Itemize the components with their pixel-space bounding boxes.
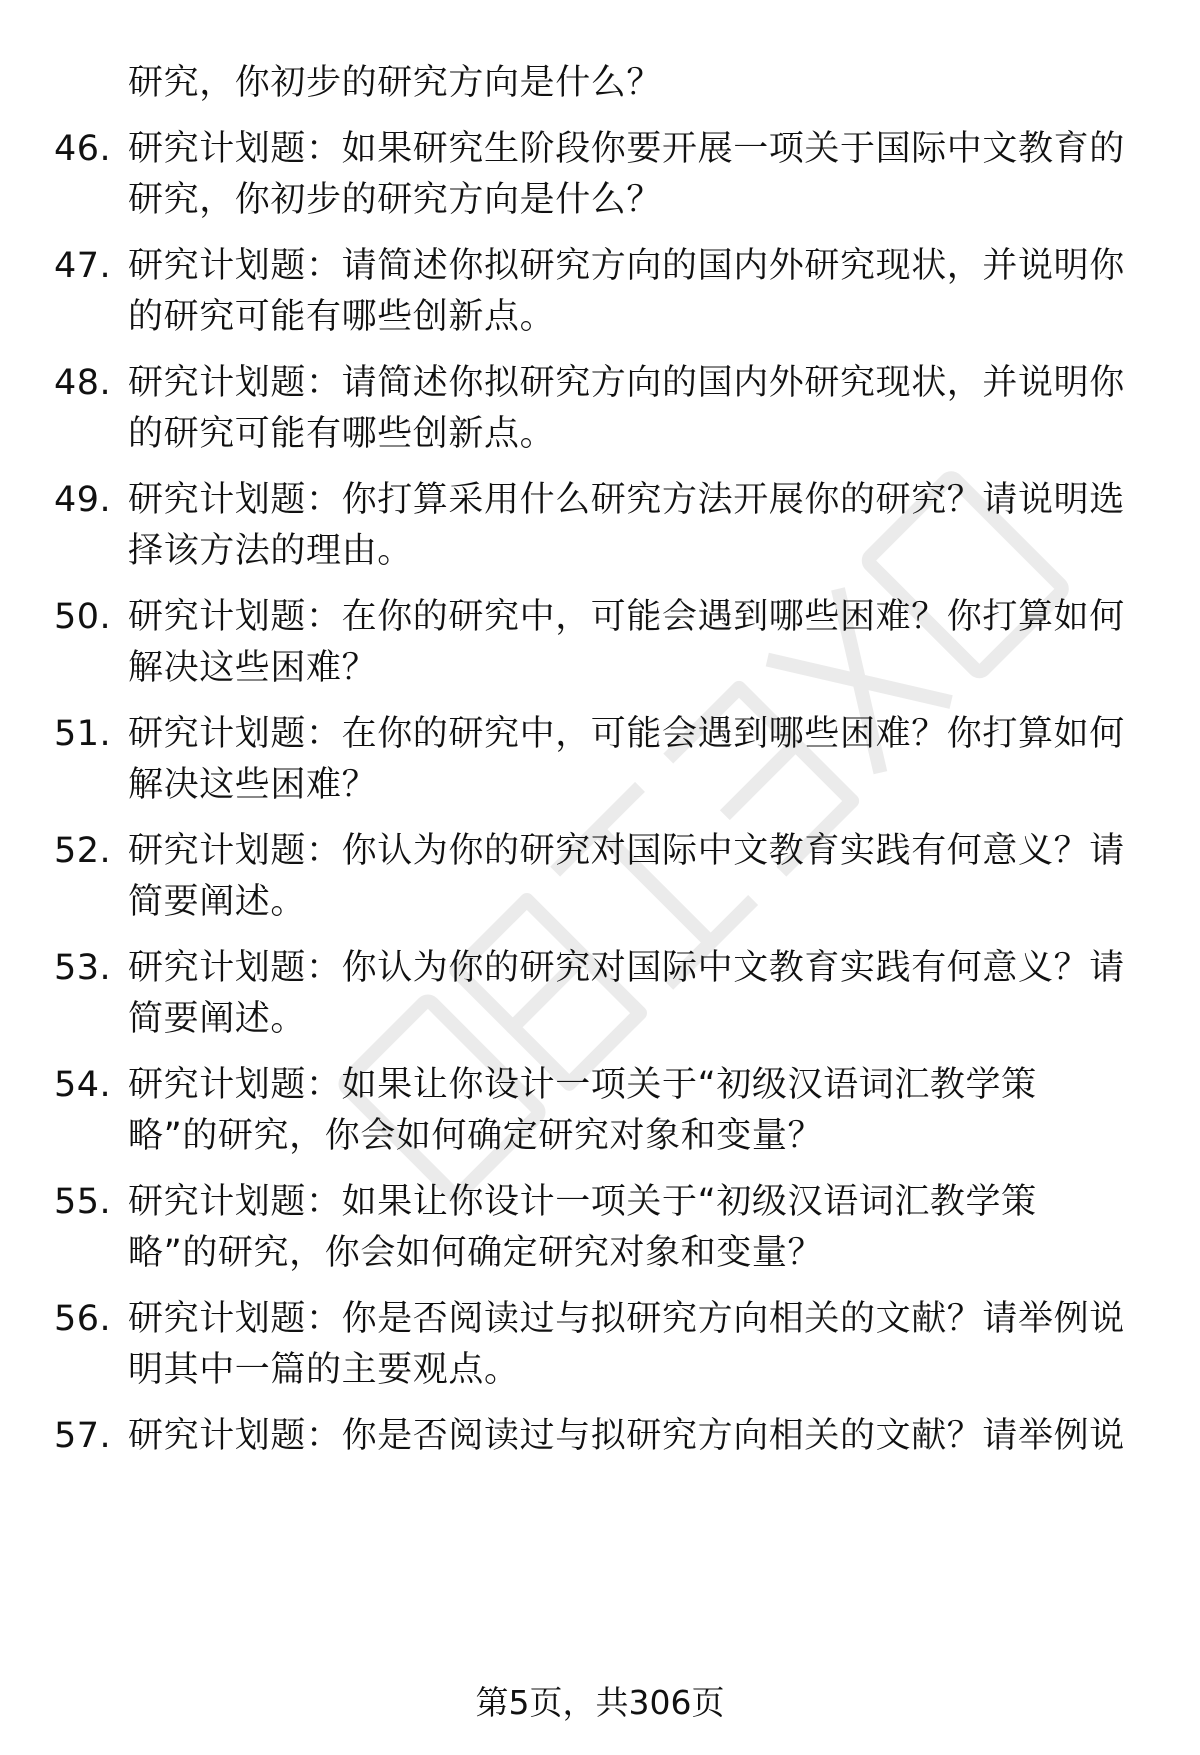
item-line: 研究计划题：如果让你设计一项关于“初级汉语词汇教学策 [128, 1065, 1037, 1105]
item-number: 48. [54, 363, 112, 403]
item-text [128, 709, 1148, 811]
list-item [0, 826, 1200, 943]
item-line: 研究计划题：你是否阅读过与拟研究方向相关的文献？请举例说 [128, 1416, 1125, 1456]
item-number: 49. [54, 480, 112, 520]
item-line: 研究计划题：如果研究生阶段你要开展一项关于国际中文教育的 [128, 129, 1125, 169]
item-line: 研究计划题：如果让你设计一项关于“初级汉语词汇教学策 [128, 1182, 1037, 1222]
item-line: 研究计划题：你认为你的研究对国际中文教育实践有何意义？请 [128, 948, 1125, 988]
item-number: 54. [54, 1065, 112, 1105]
item-line: 解决这些困难？ [128, 648, 378, 688]
list-item [0, 709, 1200, 826]
item-text [128, 58, 1148, 109]
item-number: 46. [54, 129, 112, 169]
item-number: 47. [54, 246, 112, 286]
item-number: 51. [54, 714, 112, 754]
list-item [0, 1411, 1200, 1471]
item-text [128, 826, 1148, 928]
item-number: 57. [54, 1416, 112, 1456]
list-item [0, 475, 1200, 592]
item-text [128, 1411, 1148, 1462]
item-number: 52. [54, 831, 112, 871]
item-text [128, 475, 1148, 577]
item-text [128, 241, 1148, 343]
item-text [128, 1060, 1148, 1162]
list-item [0, 124, 1200, 241]
item-text [128, 592, 1148, 694]
item-text [128, 358, 1148, 460]
item-number: 56. [54, 1299, 112, 1339]
item-line: 略”的研究，你会如何确定研究对象和变量？ [128, 1116, 824, 1156]
item-text [128, 1294, 1148, 1396]
item-line: 研究计划题：请简述你拟研究方向的国内外研究现状，并说明你 [128, 363, 1125, 403]
item-line: 解决这些困难？ [128, 765, 378, 805]
item-line: 研究计划题：请简述你拟研究方向的国内外研究现状，并说明你 [128, 246, 1125, 286]
item-line: 研究计划题：在你的研究中，可能会遇到哪些困难？你打算如何 [128, 714, 1125, 754]
list-item [0, 1294, 1200, 1411]
item-line: 简要阐述。 [128, 882, 307, 922]
item-line: 略”的研究，你会如何确定研究对象和变量？ [128, 1233, 824, 1273]
list-item [0, 1177, 1200, 1294]
list-item [0, 943, 1200, 1060]
item-line: 研究计划题：你认为你的研究对国际中文教育实践有何意义？请 [128, 831, 1125, 871]
item-line: 择该方法的理由。 [128, 531, 413, 571]
list-item [0, 58, 1200, 124]
list-item [0, 358, 1200, 475]
item-text [128, 1177, 1148, 1279]
list-item [0, 592, 1200, 709]
item-number: 50. [54, 597, 112, 637]
item-line: 简要阐述。 [128, 999, 307, 1039]
item-number: 53. [54, 948, 112, 988]
item-text [128, 943, 1148, 1045]
item-line: 研究计划题：你是否阅读过与拟研究方向相关的文献？请举例说 [128, 1299, 1125, 1339]
item-text [128, 124, 1148, 226]
item-line: 研究，你初步的研究方向是什么？ [128, 180, 663, 220]
item-line: 的研究可能有哪些创新点。 [128, 297, 556, 337]
item-line: 研究，你初步的研究方向是什么？ [128, 63, 663, 103]
item-number: 55. [54, 1182, 112, 1222]
list-item [0, 241, 1200, 358]
question-list [0, 58, 1200, 1471]
item-line: 研究计划题：你打算采用什么研究方法开展你的研究？请说明选 [128, 480, 1125, 520]
list-item [0, 1060, 1200, 1177]
page-footer: 第5页，共306页 [475, 1683, 725, 1722]
item-line: 的研究可能有哪些创新点。 [128, 414, 556, 454]
item-line: 明其中一篇的主要观点。 [128, 1350, 520, 1390]
item-line: 研究计划题：在你的研究中，可能会遇到哪些困难？你打算如何 [128, 597, 1125, 637]
